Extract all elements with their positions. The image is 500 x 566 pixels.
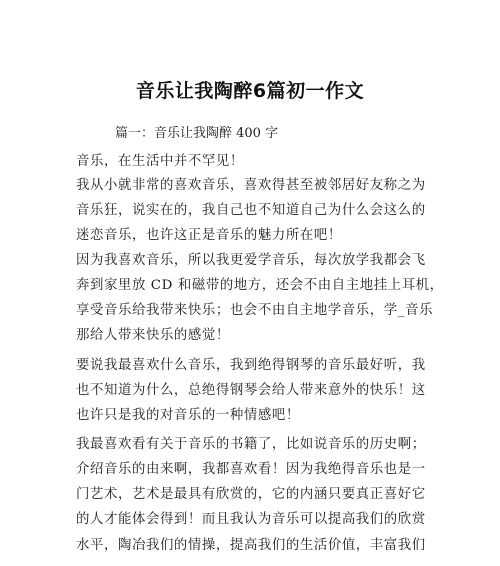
- text-line: 享受音乐给我带来快乐；也会不由自主地学音乐，学_音乐: [76, 303, 434, 318]
- section-heading: 篇一：音乐让我陶醉 400 字: [115, 126, 279, 141]
- text-line: 奔到家里放 CD 和磁带的地方，还会不由自主地挂上耳机，: [76, 278, 444, 293]
- text-line: 介绍音乐的由来啊，我都喜欢看！因为我绝得音乐也是一: [76, 462, 426, 477]
- text-line: 也不知道为什么，总绝得钢琴会给人带来意外的快乐！这: [76, 383, 426, 398]
- text-line: 也许只是我的对音乐的一种情感吧！: [76, 408, 300, 423]
- text-line: 那给人带来快乐的感觉！: [76, 328, 230, 343]
- text-line: 我最喜欢看有关于音乐的书籍了，比如说音乐的历史啊；: [76, 437, 426, 452]
- text-line: 音乐狂，说实在的，我自己也不知道自己为什么会这么的: [76, 203, 426, 218]
- text-line: 门艺术，艺术是最具有欣赏的，它的内涵只要真正喜好它: [76, 487, 426, 502]
- text-line: 的人才能体会得到！而且我认为音乐可以提高我们的欣赏: [76, 512, 426, 527]
- text-line: 迷恋音乐，也许这正是音乐的魅力所在吧！: [76, 228, 342, 243]
- text-line: 水平，陶冶我们的情操，提高我们的生活价值，丰富我们: [76, 538, 426, 553]
- text-line: 因为我喜欢音乐，所以我更爱学音乐，每次放学我都会飞: [76, 253, 426, 268]
- text-line: 要说我最喜欢什么音乐，我到绝得钢琴的音乐最好听，我: [76, 358, 426, 373]
- text-line: 音乐，在生活中并不罕见！: [76, 154, 244, 169]
- document-title: 音乐让我陶醉6篇初一作文: [135, 80, 365, 102]
- text-line: 我从小就非常的喜欢音乐，喜欢得甚至被邻居好友称之为: [76, 178, 426, 193]
